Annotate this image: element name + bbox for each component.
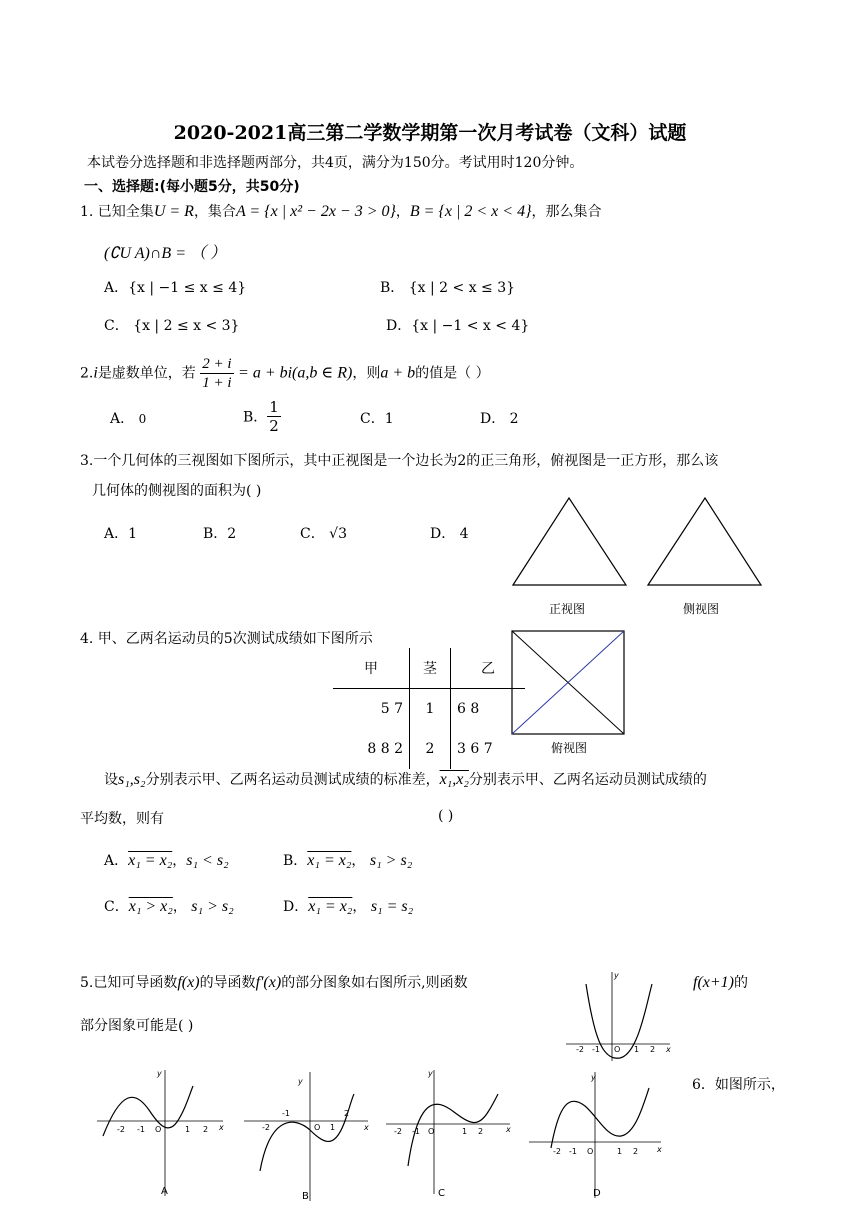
- svg-text:y: y: [298, 1077, 303, 1086]
- table-row: 甲 茎 乙: [333, 648, 525, 689]
- svg-text:B: B: [302, 1191, 309, 1202]
- svg-text:1: 1: [617, 1147, 623, 1156]
- svg-text:1: 1: [634, 1045, 640, 1054]
- front-view-label: 正视图: [549, 602, 586, 615]
- q4-description: 设s₁,s₂分别表示甲、乙两名运动员测试成绩的标准差，x₁,x₂分别表示甲、乙两名运动员测试成绩的: [104, 771, 707, 788]
- q3-stem-line2: 几何体的侧视图的面积为( ): [92, 483, 262, 499]
- front-view-triangle: [513, 498, 626, 585]
- svg-text:O: O: [428, 1127, 435, 1136]
- svg-text:O: O: [314, 1123, 321, 1132]
- graph-c: [382, 1066, 512, 1201]
- q4-answer-paren: ( ): [438, 808, 454, 824]
- svg-text:-2: -2: [553, 1147, 561, 1156]
- svg-text:-2: -2: [394, 1127, 402, 1136]
- q1-stem: 1. 已知全集U = R，集合A = {x | x² − 2x − 3 > 0}，B = {x | 2 < x < 4}，那么集合: [80, 203, 602, 220]
- q5-stem-end: f(x+1)的: [693, 974, 748, 991]
- svg-text:2: 2: [633, 1147, 639, 1156]
- svg-text:x: x: [657, 1145, 662, 1154]
- svg-text:-1: -1: [592, 1045, 600, 1054]
- svg-text:-2: -2: [262, 1123, 270, 1132]
- q2-option-b: B． $\frac{1}{2}$: [243, 398, 279, 435]
- table-row: 5 7 1 6 8: [333, 689, 525, 730]
- svg-text:2: 2: [344, 1109, 350, 1118]
- q3-option-d: D． 4: [430, 526, 469, 542]
- q3-stem-line1: 3.一个几何体的三视图如下图所示，其中正视图是一个边长为2的正三角形，俯视图是一正方形，那么该: [80, 453, 719, 469]
- svg-text:y: y: [614, 971, 619, 980]
- svg-text:-2: -2: [117, 1125, 125, 1134]
- svg-text:O: O: [614, 1045, 621, 1054]
- section-heading: 一、选择题:(每小题5分，共50分): [84, 179, 300, 195]
- three-view-triangles: [505, 490, 795, 615]
- q4-option-a: A．x₁ = x₂，s₁ < s₂: [104, 852, 229, 869]
- graph-d: [525, 1066, 665, 1206]
- q1-expression: (∁U A)∩B = （ ）: [104, 245, 227, 262]
- q1-option-d: D．{x | −1 < x < 4}: [386, 318, 530, 334]
- q1-option-b: B． {x | 2 < x ≤ 3}: [380, 280, 516, 296]
- svg-text:A: A: [161, 1186, 168, 1197]
- svg-text:1: 1: [330, 1123, 336, 1132]
- svg-text:-1: -1: [412, 1127, 420, 1136]
- svg-text:x: x: [364, 1123, 369, 1132]
- top-view-label: 俯视图: [551, 741, 588, 754]
- top-view-square: [505, 626, 635, 754]
- q4-description-2: 平均数，则有: [80, 811, 164, 827]
- svg-text:1: 1: [462, 1127, 468, 1136]
- q3-option-c: C． √3: [300, 526, 347, 542]
- q2-stem: 2.i是虚数单位，若 $\frac{2 + i}{1 + i}$ = a + bi(a,b ∈ R)，则a + b的值是（ ）: [80, 356, 490, 391]
- q2-option-c: C．1: [360, 411, 394, 427]
- svg-text:-1: -1: [569, 1147, 577, 1156]
- svg-text:-2: -2: [576, 1045, 584, 1054]
- svg-text:x: x: [666, 1045, 671, 1054]
- svg-text:1: 1: [185, 1125, 191, 1134]
- svg-text:2: 2: [650, 1045, 656, 1054]
- q2-option-d: D． 2: [480, 411, 519, 427]
- q5-stem-line2: 部分图象可能是( ): [80, 1018, 194, 1034]
- svg-text:2: 2: [478, 1127, 484, 1136]
- side-view-label: 侧视图: [683, 602, 720, 615]
- q1-option-a: A．{x | −1 ≤ x ≤ 4}: [104, 280, 247, 296]
- intro-text: 本试卷分选择题和非选择题两部分，共4页，满分为150分。考试用时120分钟。: [87, 155, 584, 171]
- q3-option-b: B．2: [203, 526, 237, 542]
- q4-option-c: C．x₁ > x₂， s₁ > s₂: [104, 898, 234, 915]
- svg-text:2: 2: [203, 1125, 209, 1134]
- table-row: 8 8 2 2 3 6 7: [333, 729, 525, 769]
- svg-text:C: C: [438, 1188, 445, 1199]
- svg-text:x: x: [219, 1123, 224, 1132]
- q5-stem: 5.已知可导函数f(x)的导函数f'(x)的部分图象如右图所示,则函数: [80, 974, 468, 991]
- q4-option-b: B．x₁ = x₂， s₁ > s₂: [283, 852, 413, 869]
- svg-text:y: y: [591, 1073, 596, 1082]
- side-view-triangle: [648, 498, 761, 585]
- q1-option-c: C． {x | 2 ≤ x < 3}: [104, 318, 240, 334]
- stem-leaf-table: [333, 648, 525, 769]
- q4-option-d: D．x₁ = x₂， s₁ = s₂: [283, 898, 414, 915]
- q4-stem: 4. 甲、乙两名运动员的5次测试成绩如下图所示: [80, 631, 373, 647]
- q2-fraction: $\frac{2 + i}{1 + i}$: [202, 356, 232, 391]
- svg-text:y: y: [157, 1069, 162, 1078]
- derivative-graph: [560, 966, 675, 1066]
- svg-text:-1: -1: [137, 1125, 145, 1134]
- svg-text:x: x: [506, 1125, 511, 1134]
- q3-option-a: A．1: [104, 526, 138, 542]
- svg-text:O: O: [155, 1125, 162, 1134]
- q6-stem: 6．如图所示，: [692, 1077, 785, 1093]
- page-title: 2020-2021高三第二学数学期第一次月考试卷（文科）试题: [173, 122, 687, 144]
- svg-text:y: y: [428, 1069, 433, 1078]
- graph-a: [95, 1066, 225, 1201]
- graph-b: [240, 1066, 370, 1206]
- svg-text:O: O: [587, 1147, 594, 1156]
- svg-text:-1: -1: [282, 1109, 290, 1118]
- svg-text:D: D: [593, 1188, 601, 1199]
- q2-option-a: A． 0: [110, 411, 147, 427]
